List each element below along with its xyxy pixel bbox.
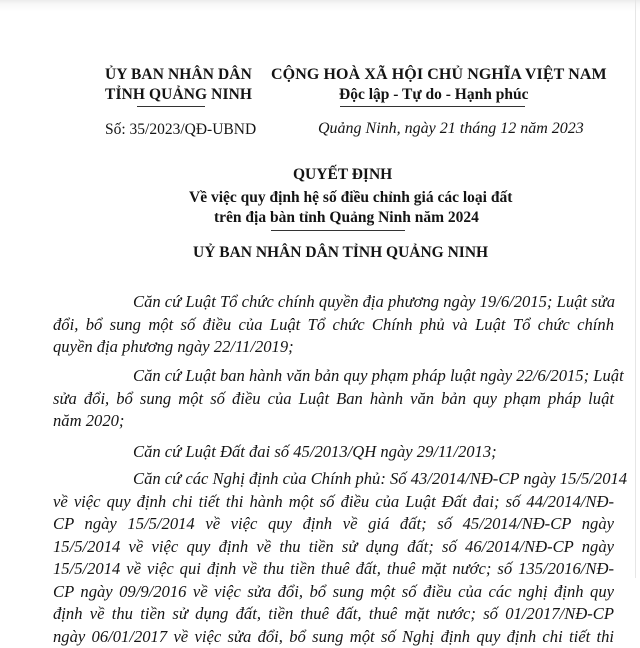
paragraph-line: Căn cứ các Nghị định của Chính phủ: Số 43/2014/NĐ-CP ngày 15/5/2014 — [19, 468, 614, 491]
paragraph-line: sửa đổi, bổ sung một số điều của Luật Ban hành văn bản quy phạm pháp luật — [19, 388, 614, 411]
paragraph-line: 15/5/2014 về việc quy định về thu tiền sử dụng đất; số 46/2014/NĐ-CP ngày — [19, 536, 614, 559]
paragraph-line: quyền địa phương ngày 22/11/2019; — [19, 336, 614, 359]
agency-underline — [137, 106, 205, 107]
scan-edge — [635, 0, 636, 578]
document-subject-line2: trên địa bàn tỉnh Quảng Ninh năm 2024 — [214, 209, 479, 227]
paragraph-line: ngày 06/01/2017 về việc sửa đổi, bổ sung một số Nghị định quy định chi tiết thi — [19, 626, 614, 648]
legal-basis-paragraph-4 — [19, 468, 614, 648]
agency-name-line1: ỦY BAN NHÂN DÂN — [105, 66, 252, 84]
paragraph-line: CP ngày 09/9/2016 về việc sửa đổi, bổ sung một số điều của các nghị định quy — [19, 581, 614, 604]
subject-underline — [271, 230, 405, 231]
document-subject-line1: Về việc quy định hệ số điều chỉnh giá các loại đất — [189, 189, 512, 207]
paragraph-line: năm 2020; — [19, 410, 614, 433]
paragraph-line: Căn cứ Luật Tổ chức chính quyền địa phương ngày 19/6/2015; Luật sửa — [19, 291, 614, 314]
paragraph-line: đổi, bổ sung một số điều của Luật Tổ chức Chính phủ và Luật Tổ chức chính — [19, 314, 614, 337]
legal-basis-paragraph-2 — [19, 365, 614, 433]
document-number: Số: 35/2023/QĐ-UBND — [105, 121, 256, 139]
paragraph-line: Căn cứ Luật ban hành văn bản quy phạm pháp luật ngày 22/6/2015; Luật — [19, 365, 614, 388]
paragraph-line: Căn cứ Luật Đất đai số 45/2013/QH ngày 29/11/2013; — [19, 441, 614, 464]
paragraph-line: định về thu tiền sử dụng đất, tiền thuê đất, thuê mặt nước; số 01/2017/NĐ-CP — [19, 603, 614, 626]
national-title: CỘNG HOÀ XÃ HỘI CHỦ NGHĨA VIỆT NAM — [271, 66, 607, 84]
paragraph-line: về việc quy định chi tiết thi hành một số điều của Luật Đất đai; số 44/2014/NĐ- — [19, 491, 614, 514]
paragraph-line: 15/5/2014 về việc qui định về thu tiền thuê đất, thuê mặt nước; số 135/2016/NĐ- — [19, 558, 614, 581]
national-motto: Độc lập - Tự do - Hạnh phúc — [339, 86, 528, 104]
motto-underline — [340, 106, 525, 107]
place-and-date: Quảng Ninh, ngày 21 tháng 12 năm 2023 — [318, 120, 584, 138]
issuing-authority: UỶ BAN NHÂN DÂN TỈNH QUẢNG NINH — [193, 244, 488, 262]
legal-basis-paragraph-3 — [19, 441, 614, 464]
document-type-title: QUYẾT ĐỊNH — [293, 166, 392, 184]
agency-name-line2: TỈNH QUẢNG NINH — [105, 86, 252, 104]
paragraph-line: CP ngày 15/5/2014 về việc quy định về giá đất; số 45/2014/NĐ-CP ngày — [19, 513, 614, 536]
legal-basis-paragraph-1 — [19, 291, 614, 359]
